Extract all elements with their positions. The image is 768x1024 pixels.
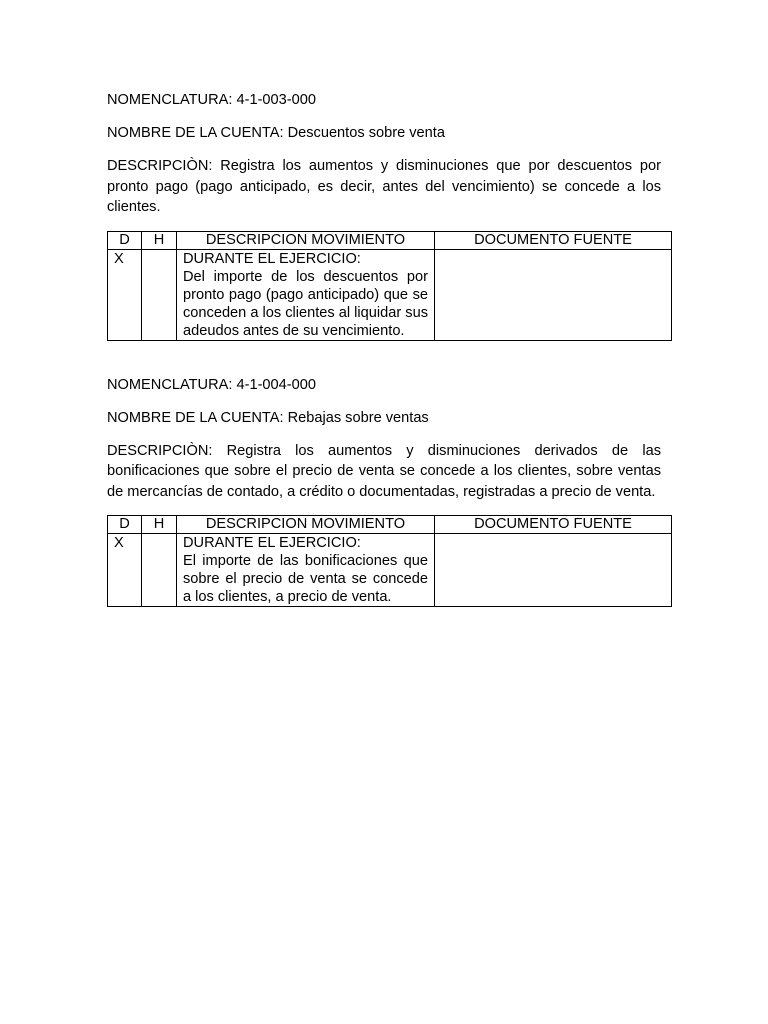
nomenclatura-label: NOMENCLATURA: [107,376,233,393]
nomenclatura-value: 4-1-003-000 [236,92,316,108]
cell-debe: X [108,534,142,607]
description-text: Registra los aumentos y disminuciones que por descuentos por pronto pago (pago anticipado, es decir, antes del vencimiento) se concede a los clientes. [107,158,661,215]
account-name-label: NOMBRE DE LA CUENTA: [107,409,284,426]
header-haber: H [142,231,177,249]
nomenclatura-label: NOMENCLATURA: [107,92,233,108]
movement-heading: DURANTE EL EJERCICIO: [183,535,361,551]
nomenclatura-line [107,90,661,110]
movement-text: Del importe de los descuentos por pronto pago (pago anticipado) que se conceden a los clientes al liquidar sus adeudos antes de su vencimiento. [183,268,428,339]
description-label: DESCRIPCIÒN: [107,158,213,174]
account-name-line [107,408,661,428]
movement-text: El importe de las bonificaciones que sobre el precio de venta se concede a los clientes, a precio de venta. [183,553,428,605]
cell-documento-fuente [435,249,672,340]
header-documento-fuente: DOCUMENTO FUENTE [435,516,672,534]
table-header-row [108,231,672,249]
movement-table [107,515,672,607]
cell-descripcion-movimiento [177,534,435,607]
header-haber: H [142,516,177,534]
table-header-row [108,516,672,534]
movement-table [107,231,672,341]
header-descripcion-movimiento: DESCRIPCION MOVIMIENTO [177,516,435,534]
movement-heading: DURANTE EL EJERCICIO: [183,250,361,267]
table-row [108,534,672,607]
header-documento-fuente: DOCUMENTO FUENTE [435,231,672,249]
table-row [108,249,672,340]
section-spacer [107,341,661,375]
cell-descripcion-movimiento [177,249,435,340]
description-label: DESCRIPCIÒN: [107,442,213,459]
description-paragraph [107,156,661,218]
account-name-label: NOMBRE DE LA CUENTA: [107,125,284,141]
account-name-value: Rebajas sobre ventas [287,409,429,426]
account-section [107,90,661,341]
account-name-value: Descuentos sobre venta [287,125,445,141]
cell-documento-fuente [435,534,672,607]
header-debe: D [108,231,142,249]
description-paragraph [107,441,661,503]
account-name-line [107,123,661,143]
nomenclatura-line [107,375,661,395]
header-descripcion-movimiento: DESCRIPCION MOVIMIENTO [177,231,435,249]
header-debe: D [108,516,142,534]
cell-haber [142,534,177,607]
document-page [107,90,661,607]
description-text: Registra los aumentos y disminuciones derivados de las bonificaciones que sobre el precio de venta se concede a los clientes, sobre ventas de mercancías de contado, a crédito o documentadas, registradas a precio de venta. [107,442,662,500]
nomenclatura-value: 4-1-004-000 [236,376,316,393]
account-section [107,375,661,608]
cell-haber [142,249,177,340]
cell-debe: X [108,249,142,340]
